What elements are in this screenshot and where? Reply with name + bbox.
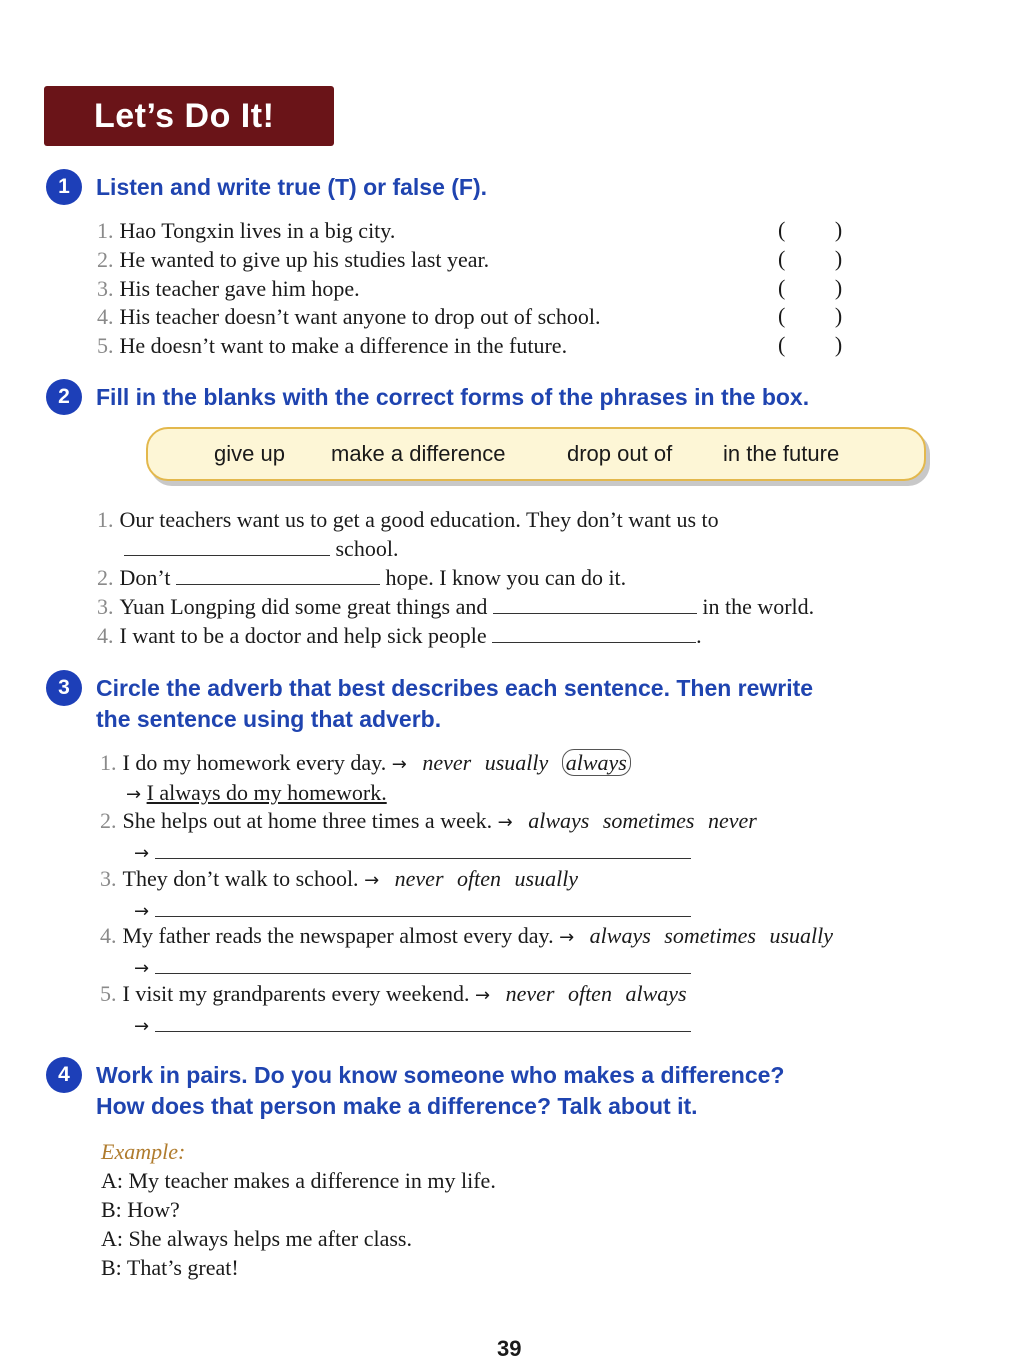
s3-blank-4[interactable] bbox=[155, 953, 691, 974]
section-4-title-line-1: Work in pairs. Do you know someone who makes a difference? bbox=[96, 1062, 785, 1088]
s3-blank-3[interactable] bbox=[155, 896, 691, 917]
section-2-header bbox=[46, 382, 809, 415]
phrase-give-up: give up bbox=[214, 441, 285, 466]
section-2-number: 2 bbox=[46, 379, 82, 415]
s1-answer-paren-2[interactable]: ( ) bbox=[778, 246, 865, 271]
example-label: Example: bbox=[101, 1139, 186, 1164]
s3-item-4-rewrite: → bbox=[134, 953, 691, 983]
section-3-title-line-1: Circle the adverb that best describes each sentence. Then rewrite bbox=[96, 675, 814, 701]
s2-item-3: 3. Yuan Longping did some great things and in the world. bbox=[97, 594, 815, 619]
section-4-number: 4 bbox=[46, 1057, 82, 1093]
dialog-line-4: B: That’s great! bbox=[101, 1255, 239, 1280]
section-1-header bbox=[46, 172, 487, 205]
s3-item-2: 2. She helps out at home three times a week. → always sometimes never bbox=[100, 808, 757, 833]
s1-answer-paren-5[interactable]: ( ) bbox=[778, 332, 865, 357]
s3-item-4-options[interactable]: always sometimes usually bbox=[589, 923, 834, 948]
section-1-number: 1 bbox=[46, 169, 82, 205]
s1-item-1: 1. Hao Tongxin lives in a big city. bbox=[97, 218, 396, 243]
phrase-box bbox=[146, 427, 926, 481]
phrase-in-the-future: in the future bbox=[723, 441, 840, 466]
lets-do-it-banner: Let’s Do It! bbox=[44, 86, 334, 146]
dialog-line-1: A: My teacher makes a difference in my life. bbox=[101, 1168, 496, 1193]
dialog-line-2: B: How? bbox=[101, 1197, 180, 1222]
s3-blank-2[interactable] bbox=[155, 838, 691, 859]
s2-blank-3[interactable] bbox=[493, 593, 697, 614]
s1-answer-paren-3[interactable]: ( ) bbox=[778, 275, 865, 300]
s1-item-3: 3. His teacher gave him hope. bbox=[97, 276, 360, 301]
section-4-header bbox=[46, 1060, 784, 1122]
s1-item-4: 4. His teacher doesn’t want anyone to drop out of school. bbox=[97, 304, 601, 329]
s3-item-3: 3. They don’t walk to school. → never often usually bbox=[100, 866, 579, 891]
page-number: 39 bbox=[497, 1336, 522, 1361]
section-2-title: Fill in the blanks with the correct forms of the phrases in the box. bbox=[96, 384, 810, 410]
section-3-number: 3 bbox=[46, 670, 82, 706]
s1-answer-paren-4[interactable]: ( ) bbox=[778, 303, 865, 328]
s3-item-3-rewrite: → bbox=[134, 896, 691, 926]
s2-item-4: 4. I want to be a doctor and help sick people . bbox=[97, 623, 702, 648]
s1-item-5: 5. He doesn’t want to make a difference in the future. bbox=[97, 333, 568, 358]
s2-blank-1[interactable] bbox=[124, 535, 330, 556]
dialog-line-3: A: She always helps me after class. bbox=[101, 1226, 412, 1251]
s2-item-1-cont: school. bbox=[124, 535, 398, 563]
s3-blank-5[interactable] bbox=[155, 1011, 691, 1032]
section-1-title: Listen and write true (T) or false (F). bbox=[96, 174, 488, 200]
phrase-drop-out-of: drop out of bbox=[567, 441, 673, 466]
s3-item-5: 5. I visit my grandparents every weekend. → never often always bbox=[100, 981, 687, 1006]
phrase-make-a-difference: make a difference bbox=[331, 441, 506, 466]
s3-item-2-rewrite: → bbox=[134, 838, 691, 868]
s2-blank-4[interactable] bbox=[492, 622, 696, 643]
section-4-title-line-2: How does that person make a difference? Talk about it. bbox=[96, 1093, 698, 1119]
s3-item-4: 4. My father reads the newspaper almost every day. → always sometimes usually bbox=[100, 923, 834, 948]
s3-item-5-options[interactable]: never often always bbox=[505, 981, 687, 1006]
circled-adverb[interactable]: always bbox=[562, 749, 631, 776]
s3-item-3-options[interactable]: never often usually bbox=[394, 866, 579, 891]
s2-item-2: 2. Don’t hope. I know you can do it. bbox=[97, 565, 627, 590]
s2-blank-2[interactable] bbox=[176, 564, 380, 585]
s3-item-1-answer: → I always do my homework. bbox=[126, 780, 387, 805]
s3-item-5-rewrite: → bbox=[134, 1011, 691, 1041]
s2-item-1: 1. Our teachers want us to get a good education. They don’t want us to bbox=[97, 507, 719, 532]
s1-item-2: 2. He wanted to give up his studies last year. bbox=[97, 247, 490, 272]
s3-item-2-options[interactable]: always sometimes never bbox=[528, 808, 757, 833]
s3-item-1: 1. I do my homework every day. → never usually always bbox=[100, 749, 631, 779]
s1-answer-paren-1[interactable]: ( ) bbox=[778, 217, 865, 242]
section-3-header bbox=[46, 673, 813, 735]
section-3-title-line-2: the sentence using that adverb. bbox=[96, 706, 442, 732]
